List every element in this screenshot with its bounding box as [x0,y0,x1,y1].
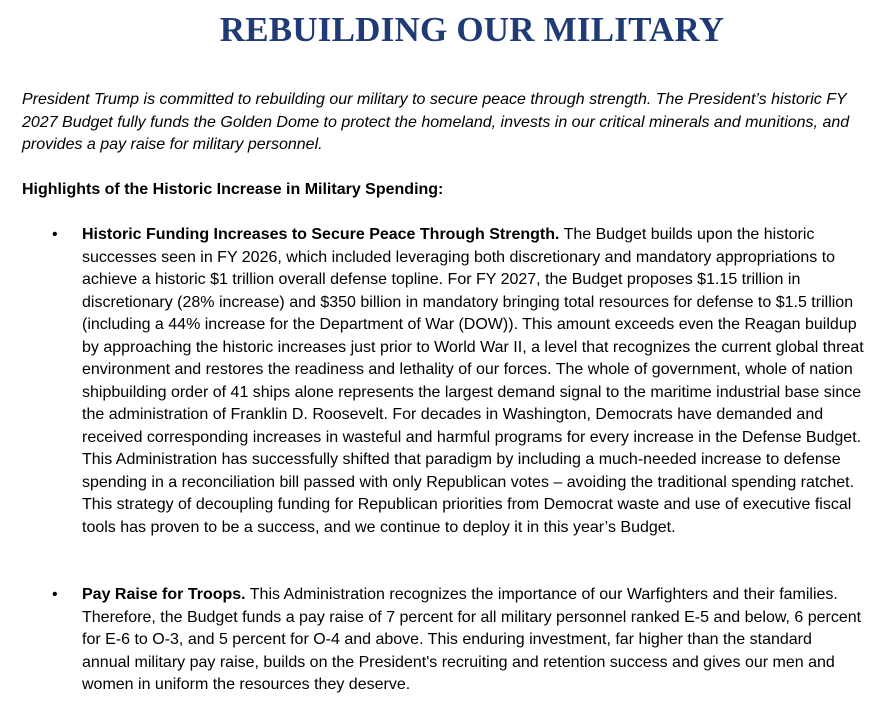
page-title: REBUILDING OUR MILITARY [219,10,725,49]
bullet-icon: • [52,226,58,243]
list-item-heading: Historic Funding Increases to Secure Peace Through Strength. [82,226,560,243]
list-item-body: This Administration recognizes the importance of our Warfighters and their families. Therefore, the Budget funds a pay raise of 7 percent for all military personnel ranked E-5 and below, 6 percent for E-6 to O-3, and 5 percent for O-4 and above. This enduring investment, far higher than the standard annual military pay raise, builds on the President's recruiting and retention success and gives our men and women in uniform the resources they deserve. [82,586,862,693]
list-item-body: The Budget builds upon the historic successes seen in FY 2026, which included leveraging both discretionary and mandatory appropriations to achieve a historic $1 trillion overall defense topline. For FY 2027, the Budget proposes $1.15 trillion in discretionary (28% increase) and $350 billion in mandatory bringing total resources for defense to $1.5 trillion (including a 44% increase for the Department of War (DOW)). This amount exceeds even the Reagan buildup by approaching the historic increases just prior to World War II, a level that recognizes the current global threat environment and restores the readiness and lethality of our forces. The whole of government, whole of nation shipbuilding order of 41 ships alone represents the largest demand signal to the maritime industrial base since the administration of Franklin D. Roosevelt. For decades in Washington, Democrats have demanded and received corresponding increases in wasteful and harmful programs for every increase in the Defense Budget. This Administration has successfully shifted that paradigm by including a much-needed increase to defense spending in a reconciliation bill passed with only Republican votes – avoiding the traditional spending ratchet. This strategy of decoupling funding for Republican priorities from Democrat waste and use of executive fiscal tools has proven to be a success, and we continue to deploy it in this year’s Budget. [82,226,864,536]
intro-paragraph: President Trump is committed to rebuilding our military to secure peace through strength. The President’s historic FY 2027 Budget fully funds the Golden Dome to protect the homeland, invests in our critical minerals and munitions, and provides a pay raise for military personnel. [22,91,850,153]
list-item-text [82,224,864,539]
highlights-heading: Highlights of the Historic Increase in Military Spending: [22,181,444,198]
list-item-heading: Pay Raise for Troops. [82,586,246,603]
bullet-icon: • [52,586,58,603]
list-item-text [82,584,864,697]
